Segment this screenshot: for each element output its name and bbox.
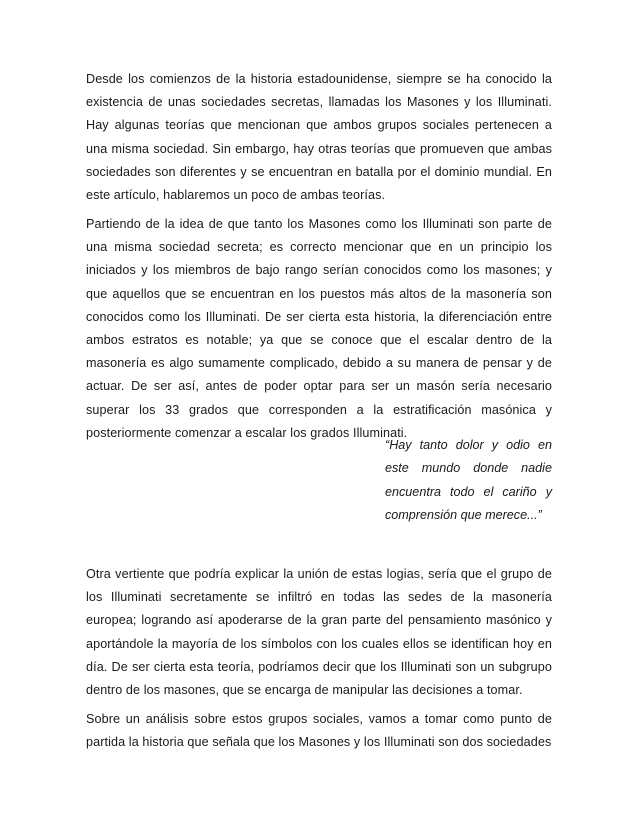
paragraph-intro: Desde los comienzos de la historia estadounidense, siempre se ha conocido la existencia de unas sociedades secretas, llamadas los Masones y los Illuminati. Hay algunas teorías que mencionan que ambos grupos sociales pertenecen a una misma sociedad. Sin embargo, hay otras teorías que promueven que ambas sociedades son diferentes y se encuentran en batalla por el dominio mundial. En este artículo, hablaremos un poco de ambas teorías. — [86, 72, 552, 203]
pull-quote: “Hay tanto dolor y odio en este mundo donde nadie encuentra todo el cariño y comprensión que merece...” — [385, 438, 552, 523]
paragraph-same-society-theory: Partiendo de la idea de que tanto los Masones como los Illuminati son parte de una misma sociedad secreta; es correcto mencionar que en un principio los iniciados y los miembros de bajo rango serían conocidos como los masones; y que aquellos que se encuentran en los puestos más altos de la masonería son conocidos como los Illuminati. De ser cierta esta historia, la diferenciación entre ambos estratos es notable; ya que se conoce que el escalar dentro de la masonería es algo sumamente complicado, debido a su manera de pensar y de actuar. De ser así, antes de poder optar para ser un masón sería necesario superar los 33 grados que corresponden a la estratificación masónica y posteriormente comenzar a escalar los grados Illuminati. — [86, 217, 552, 440]
paragraph-infiltration-theory: Otra vertiente que podría explicar la unión de estas logias, sería que el grupo de los Illuminati secretamente se infiltró en todas las sedes de la masonería europea; logrando así apoderarse de la gran parte del pensamiento masónico y aportándole la mayoría de los símbolos con los cuales ellos se identifican hoy en día. De ser cierta esta teoría, podríamos decir que los Illuminati son un subgrupo dentro de los masones, que se encarga de manipular las decisiones a tomar. — [86, 567, 552, 698]
paragraph-analysis: Sobre un análisis sobre estos grupos sociales, vamos a tomar como punto de partida la historia que señala que los Masones y los Illuminati son dos sociedades — [86, 712, 552, 750]
